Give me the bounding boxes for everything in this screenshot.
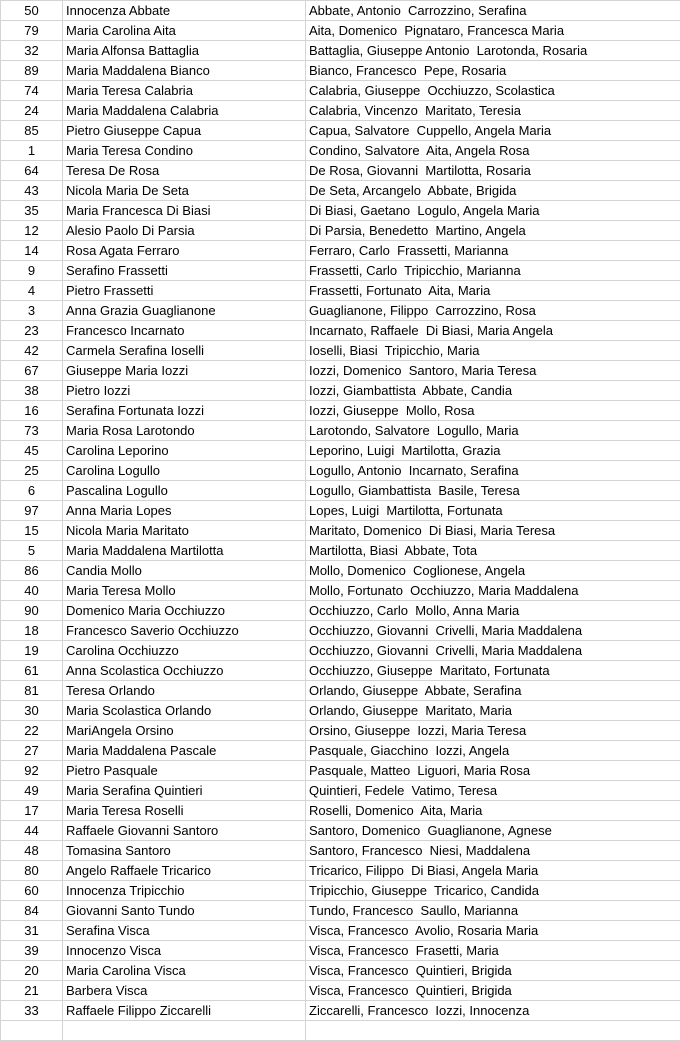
- table-row[interactable]: [1, 161, 680, 181]
- table-row[interactable]: [1, 81, 680, 101]
- name-cell[interactable]: Teresa De Rosa: [63, 161, 306, 181]
- number-cell[interactable]: 90: [1, 601, 63, 621]
- name-cell[interactable]: Serafino Frassetti: [63, 261, 306, 281]
- name-cell[interactable]: Rosa Agata Ferraro: [63, 241, 306, 261]
- parents-cell[interactable]: Occhiuzzo, Carlo Mollo, Anna Maria: [306, 601, 680, 621]
- number-cell[interactable]: 3: [1, 301, 63, 321]
- number-cell[interactable]: 86: [1, 561, 63, 581]
- table-row[interactable]: [1, 41, 680, 61]
- number-cell[interactable]: 73: [1, 421, 63, 441]
- number-cell[interactable]: 60: [1, 881, 63, 901]
- name-cell[interactable]: Maria Francesca Di Biasi: [63, 201, 306, 221]
- table-row[interactable]: [1, 981, 680, 1001]
- name-cell[interactable]: Anna Maria Lopes: [63, 501, 306, 521]
- table-row[interactable]: [1, 301, 680, 321]
- table-row[interactable]: [1, 461, 680, 481]
- name-cell[interactable]: Pietro Frassetti: [63, 281, 306, 301]
- name-cell[interactable]: Pietro Pasquale: [63, 761, 306, 781]
- name-cell[interactable]: Innocenza Tripicchio: [63, 881, 306, 901]
- number-cell[interactable]: 67: [1, 361, 63, 381]
- parents-cell[interactable]: Visca, Francesco Frasetti, Maria: [306, 941, 680, 961]
- table-row[interactable]: [1, 861, 680, 881]
- name-cell[interactable]: Francesco Incarnato: [63, 321, 306, 341]
- name-cell[interactable]: Maria Rosa Larotondo: [63, 421, 306, 441]
- name-cell[interactable]: Maria Maddalena Martilotta: [63, 541, 306, 561]
- name-cell[interactable]: Maria Maddalena Bianco: [63, 61, 306, 81]
- parents-cell[interactable]: Ferraro, Carlo Frassetti, Marianna: [306, 241, 680, 261]
- name-cell[interactable]: Raffaele Filippo Ziccarelli: [63, 1001, 306, 1021]
- number-cell[interactable]: 80: [1, 861, 63, 881]
- table-row[interactable]: [1, 941, 680, 961]
- number-cell[interactable]: 64: [1, 161, 63, 181]
- parents-cell[interactable]: Condino, Salvatore Aita, Angela Rosa: [306, 141, 680, 161]
- parents-cell[interactable]: Abbate, Antonio Carrozzino, Serafina: [306, 1, 680, 21]
- parents-cell[interactable]: Frassetti, Carlo Tripicchio, Marianna: [306, 261, 680, 281]
- number-cell[interactable]: 18: [1, 621, 63, 641]
- name-cell[interactable]: Carolina Logullo: [63, 461, 306, 481]
- parents-cell[interactable]: Leporino, Luigi Martilotta, Grazia: [306, 441, 680, 461]
- parents-cell[interactable]: Ziccarelli, Francesco Iozzi, Innocenza: [306, 1001, 680, 1021]
- name-cell[interactable]: Maria Carolina Aita: [63, 21, 306, 41]
- table-row[interactable]: [1, 641, 680, 661]
- name-cell[interactable]: Pietro Iozzi: [63, 381, 306, 401]
- table-row[interactable]: [1, 881, 680, 901]
- name-cell[interactable]: Anna Grazia Guaglianone: [63, 301, 306, 321]
- parents-cell[interactable]: Pasquale, Giacchino Iozzi, Angela: [306, 741, 680, 761]
- number-cell[interactable]: 4: [1, 281, 63, 301]
- parents-cell[interactable]: De Seta, Arcangelo Abbate, Brigida: [306, 181, 680, 201]
- number-cell[interactable]: 1: [1, 141, 63, 161]
- empty-cell[interactable]: [1, 1021, 63, 1041]
- number-cell[interactable]: 45: [1, 441, 63, 461]
- table-row[interactable]: [1, 121, 680, 141]
- table-row[interactable]: [1, 381, 680, 401]
- name-cell[interactable]: Maria Serafina Quintieri: [63, 781, 306, 801]
- number-cell[interactable]: 43: [1, 181, 63, 201]
- table-row[interactable]: [1, 901, 680, 921]
- table-row[interactable]: [1, 21, 680, 41]
- name-cell[interactable]: Pietro Giuseppe Capua: [63, 121, 306, 141]
- parents-cell[interactable]: Ioselli, Biasi Tripicchio, Maria: [306, 341, 680, 361]
- number-cell[interactable]: 14: [1, 241, 63, 261]
- table-row[interactable]: [1, 1001, 680, 1021]
- number-cell[interactable]: 49: [1, 781, 63, 801]
- parents-cell[interactable]: Aita, Domenico Pignataro, Francesca Maria: [306, 21, 680, 41]
- parents-cell[interactable]: Santoro, Domenico Guaglianone, Agnese: [306, 821, 680, 841]
- number-cell[interactable]: 48: [1, 841, 63, 861]
- name-cell[interactable]: Nicola Maria De Seta: [63, 181, 306, 201]
- name-cell[interactable]: Maria Scolastica Orlando: [63, 701, 306, 721]
- number-cell[interactable]: 31: [1, 921, 63, 941]
- number-cell[interactable]: 27: [1, 741, 63, 761]
- number-cell[interactable]: 12: [1, 221, 63, 241]
- parents-cell[interactable]: Iozzi, Giuseppe Mollo, Rosa: [306, 401, 680, 421]
- table-row[interactable]: [1, 421, 680, 441]
- table-row[interactable]: [1, 241, 680, 261]
- name-cell[interactable]: Angelo Raffaele Tricarico: [63, 861, 306, 881]
- number-cell[interactable]: 23: [1, 321, 63, 341]
- number-cell[interactable]: 21: [1, 981, 63, 1001]
- parents-cell[interactable]: Iozzi, Giambattista Abbate, Candia: [306, 381, 680, 401]
- table-row[interactable]: [1, 561, 680, 581]
- name-cell[interactable]: Maria Carolina Visca: [63, 961, 306, 981]
- table-row[interactable]: [1, 781, 680, 801]
- parents-cell[interactable]: Occhiuzzo, Giovanni Crivelli, Maria Maddalena: [306, 621, 680, 641]
- name-cell[interactable]: Giovanni Santo Tundo: [63, 901, 306, 921]
- parents-cell[interactable]: Tundo, Francesco Saullo, Marianna: [306, 901, 680, 921]
- table-row[interactable]: [1, 101, 680, 121]
- table-row[interactable]: [1, 661, 680, 681]
- table-row[interactable]: [1, 321, 680, 341]
- number-cell[interactable]: 42: [1, 341, 63, 361]
- number-cell[interactable]: 85: [1, 121, 63, 141]
- name-cell[interactable]: Domenico Maria Occhiuzzo: [63, 601, 306, 621]
- name-cell[interactable]: Nicola Maria Maritato: [63, 521, 306, 541]
- parents-cell[interactable]: Roselli, Domenico Aita, Maria: [306, 801, 680, 821]
- name-cell[interactable]: Serafina Visca: [63, 921, 306, 941]
- empty-cell[interactable]: [306, 1021, 680, 1041]
- parents-cell[interactable]: Occhiuzzo, Giuseppe Maritato, Fortunata: [306, 661, 680, 681]
- table-row[interactable]: [1, 741, 680, 761]
- number-cell[interactable]: 50: [1, 1, 63, 21]
- name-cell[interactable]: Innocenza Abbate: [63, 1, 306, 21]
- parents-cell[interactable]: Calabria, Giuseppe Occhiuzzo, Scolastica: [306, 81, 680, 101]
- name-cell[interactable]: Maria Alfonsa Battaglia: [63, 41, 306, 61]
- table-row[interactable]: [1, 521, 680, 541]
- number-cell[interactable]: 15: [1, 521, 63, 541]
- number-cell[interactable]: 44: [1, 821, 63, 841]
- table-row[interactable]: [1, 801, 680, 821]
- number-cell[interactable]: 35: [1, 201, 63, 221]
- name-cell[interactable]: Maria Teresa Condino: [63, 141, 306, 161]
- parents-cell[interactable]: Tripicchio, Giuseppe Tricarico, Candida: [306, 881, 680, 901]
- number-cell[interactable]: 74: [1, 81, 63, 101]
- number-cell[interactable]: 92: [1, 761, 63, 781]
- number-cell[interactable]: 30: [1, 701, 63, 721]
- parents-cell[interactable]: Calabria, Vincenzo Maritato, Teresia: [306, 101, 680, 121]
- name-cell[interactable]: Maria Teresa Mollo: [63, 581, 306, 601]
- name-cell[interactable]: Tomasina Santoro: [63, 841, 306, 861]
- number-cell[interactable]: 89: [1, 61, 63, 81]
- parents-cell[interactable]: Logullo, Antonio Incarnato, Serafina: [306, 461, 680, 481]
- number-cell[interactable]: 40: [1, 581, 63, 601]
- number-cell[interactable]: 19: [1, 641, 63, 661]
- number-cell[interactable]: 33: [1, 1001, 63, 1021]
- number-cell[interactable]: 81: [1, 681, 63, 701]
- parents-cell[interactable]: Quintieri, Fedele Vatimo, Teresa: [306, 781, 680, 801]
- parents-cell[interactable]: De Rosa, Giovanni Martilotta, Rosaria: [306, 161, 680, 181]
- parents-cell[interactable]: Occhiuzzo, Giovanni Crivelli, Maria Maddalena: [306, 641, 680, 661]
- table-row[interactable]: [1, 181, 680, 201]
- parents-cell[interactable]: Larotondo, Salvatore Logullo, Maria: [306, 421, 680, 441]
- name-cell[interactable]: Maria Maddalena Calabria: [63, 101, 306, 121]
- name-cell[interactable]: Innocenzo Visca: [63, 941, 306, 961]
- number-cell[interactable]: 25: [1, 461, 63, 481]
- number-cell[interactable]: 17: [1, 801, 63, 821]
- table-row[interactable]: [1, 961, 680, 981]
- table-row[interactable]: [1, 541, 680, 561]
- name-cell[interactable]: MariAngela Orsino: [63, 721, 306, 741]
- parents-cell[interactable]: Bianco, Francesco Pepe, Rosaria: [306, 61, 680, 81]
- spreadsheet-body: [1, 1, 680, 1041]
- name-cell[interactable]: Anna Scolastica Occhiuzzo: [63, 661, 306, 681]
- parents-cell[interactable]: Visca, Francesco Quintieri, Brigida: [306, 961, 680, 981]
- table-row[interactable]: [1, 341, 680, 361]
- name-cell[interactable]: Barbera Visca: [63, 981, 306, 1001]
- number-cell[interactable]: 84: [1, 901, 63, 921]
- name-cell[interactable]: Francesco Saverio Occhiuzzo: [63, 621, 306, 641]
- table-row[interactable]: [1, 481, 680, 501]
- table-row[interactable]: [1, 701, 680, 721]
- number-cell[interactable]: 61: [1, 661, 63, 681]
- parents-cell[interactable]: Frassetti, Fortunato Aita, Maria: [306, 281, 680, 301]
- table-row[interactable]: [1, 501, 680, 521]
- table-row[interactable]: [1, 581, 680, 601]
- name-cell[interactable]: Teresa Orlando: [63, 681, 306, 701]
- table-row[interactable]: [1, 841, 680, 861]
- table-row[interactable]: [1, 61, 680, 81]
- table-row[interactable]: [1, 281, 680, 301]
- table-row[interactable]: [1, 141, 680, 161]
- parents-cell[interactable]: Visca, Francesco Quintieri, Brigida: [306, 981, 680, 1001]
- number-cell[interactable]: 22: [1, 721, 63, 741]
- parents-cell[interactable]: Di Biasi, Gaetano Logulo, Angela Maria: [306, 201, 680, 221]
- number-cell[interactable]: 38: [1, 381, 63, 401]
- parents-cell[interactable]: Lopes, Luigi Martilotta, Fortunata: [306, 501, 680, 521]
- number-cell[interactable]: 97: [1, 501, 63, 521]
- table-row[interactable]: [1, 601, 680, 621]
- number-cell[interactable]: 6: [1, 481, 63, 501]
- name-cell[interactable]: Maria Maddalena Pascale: [63, 741, 306, 761]
- parents-cell[interactable]: Maritato, Domenico Di Biasi, Maria Teresa: [306, 521, 680, 541]
- parents-cell[interactable]: Orlando, Giuseppe Maritato, Maria: [306, 701, 680, 721]
- table-row[interactable]: [1, 761, 680, 781]
- number-cell[interactable]: 9: [1, 261, 63, 281]
- table-row[interactable]: [1, 201, 680, 221]
- parents-cell[interactable]: Capua, Salvatore Cuppello, Angela Maria: [306, 121, 680, 141]
- table-row[interactable]: [1, 681, 680, 701]
- name-cell[interactable]: Candia Mollo: [63, 561, 306, 581]
- name-cell[interactable]: Maria Teresa Roselli: [63, 801, 306, 821]
- parents-cell[interactable]: Orsino, Giuseppe Iozzi, Maria Teresa: [306, 721, 680, 741]
- parents-cell[interactable]: Mollo, Domenico Coglionese, Angela: [306, 561, 680, 581]
- parents-cell[interactable]: Orlando, Giuseppe Abbate, Serafina: [306, 681, 680, 701]
- table-row[interactable]: [1, 221, 680, 241]
- number-cell[interactable]: 39: [1, 941, 63, 961]
- number-cell[interactable]: 24: [1, 101, 63, 121]
- parents-cell[interactable]: Logullo, Giambattista Basile, Teresa: [306, 481, 680, 501]
- number-cell[interactable]: 16: [1, 401, 63, 421]
- number-cell[interactable]: 79: [1, 21, 63, 41]
- table-row[interactable]: [1, 921, 680, 941]
- empty-row[interactable]: [1, 1021, 680, 1041]
- parents-cell[interactable]: Tricarico, Filippo Di Biasi, Angela Maria: [306, 861, 680, 881]
- number-cell[interactable]: 32: [1, 41, 63, 61]
- table-row[interactable]: [1, 821, 680, 841]
- table-row[interactable]: [1, 261, 680, 281]
- number-cell[interactable]: 20: [1, 961, 63, 981]
- table-row[interactable]: [1, 441, 680, 461]
- name-cell[interactable]: Carolina Occhiuzzo: [63, 641, 306, 661]
- name-cell[interactable]: Raffaele Giovanni Santoro: [63, 821, 306, 841]
- name-cell[interactable]: Serafina Fortunata Iozzi: [63, 401, 306, 421]
- parents-cell[interactable]: Incarnato, Raffaele Di Biasi, Maria Angela: [306, 321, 680, 341]
- parents-cell[interactable]: Di Parsia, Benedetto Martino, Angela: [306, 221, 680, 241]
- empty-cell[interactable]: [63, 1021, 306, 1041]
- table-row[interactable]: [1, 401, 680, 421]
- parents-cell[interactable]: Visca, Francesco Avolio, Rosaria Maria: [306, 921, 680, 941]
- number-cell[interactable]: 5: [1, 541, 63, 561]
- table-row[interactable]: [1, 1, 680, 21]
- parents-cell[interactable]: Iozzi, Domenico Santoro, Maria Teresa: [306, 361, 680, 381]
- parents-cell[interactable]: Santoro, Francesco Niesi, Maddalena: [306, 841, 680, 861]
- parents-cell[interactable]: Battaglia, Giuseppe Antonio Larotonda, Rosaria: [306, 41, 680, 61]
- table-row[interactable]: [1, 621, 680, 641]
- name-cell[interactable]: Maria Teresa Calabria: [63, 81, 306, 101]
- parents-cell[interactable]: Pasquale, Matteo Liguori, Maria Rosa: [306, 761, 680, 781]
- parents-cell[interactable]: Mollo, Fortunato Occhiuzzo, Maria Maddalena: [306, 581, 680, 601]
- name-cell[interactable]: Carolina Leporino: [63, 441, 306, 461]
- name-cell[interactable]: Carmela Serafina Ioselli: [63, 341, 306, 361]
- table-row[interactable]: [1, 721, 680, 741]
- name-cell[interactable]: Pascalina Logullo: [63, 481, 306, 501]
- parents-cell[interactable]: Martilotta, Biasi Abbate, Tota: [306, 541, 680, 561]
- name-cell[interactable]: Alesio Paolo Di Parsia: [63, 221, 306, 241]
- table-row[interactable]: [1, 361, 680, 381]
- parents-cell[interactable]: Guaglianone, Filippo Carrozzino, Rosa: [306, 301, 680, 321]
- name-cell[interactable]: Giuseppe Maria Iozzi: [63, 361, 306, 381]
